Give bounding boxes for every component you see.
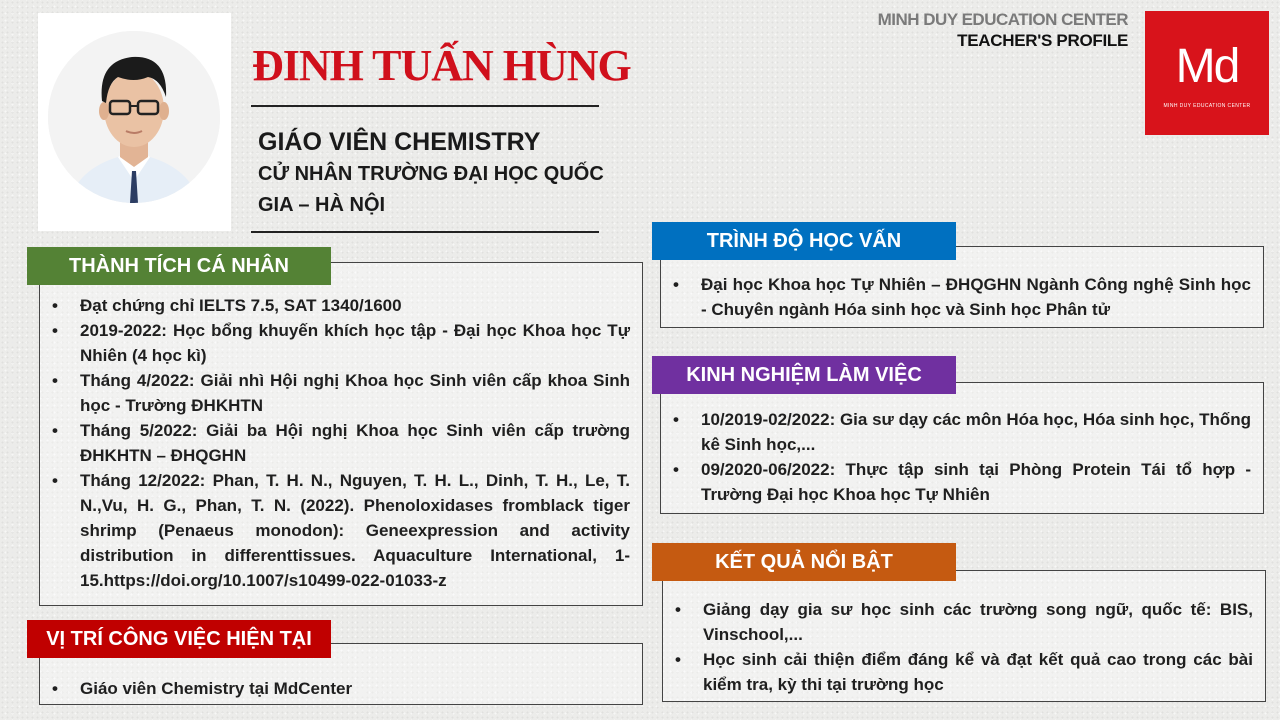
list-item: • Đại học Khoa học Tự Nhiên – ĐHQGHN Ngành Công nghệ Sinh học - Chuyên ngành Hóa sinh học và Sinh học Phân tử — [661, 272, 1251, 322]
current-position-list — [40, 676, 630, 701]
results-heading: KẾT QUẢ NỔI BẬT — [652, 543, 956, 581]
teacher-degree: CỬ NHÂN TRƯỜNG ĐẠI HỌC QUỐC GIA – HÀ NỘI — [258, 163, 604, 216]
results-box — [662, 570, 1266, 702]
achievements-heading: THÀNH TÍCH CÁ NHÂN — [27, 247, 331, 285]
teacher-role: GIÁO VIÊN CHEMISTRY — [258, 128, 541, 156]
experience-heading: KINH NGHIỆM LÀM VIỆC — [652, 356, 956, 394]
list-item: • Tháng 5/2022: Giải ba Hội nghị Khoa học Sinh viên cấp trường ĐHKHTN – ĐHQGHN — [40, 418, 630, 468]
teacher-title-block — [258, 125, 618, 221]
teacher-portrait-image — [48, 31, 220, 203]
center-name: MINH DUY EDUCATION CENTER — [877, 10, 1128, 29]
list-item: • Tháng 12/2022: Phan, T. H. N., Nguyen, T. H. L., Dinh, T. H., Le, T. N.,Vu, H. G., Phan, T. N. (2022). Phenoloxidases fromblack tiger shrimp (Penaeus monodon): Geneexpression and activity distribution in differenttissues. Aquaculture International, 1-15.https://doi.org/10.1007/s10499-022-01033-z — [40, 468, 630, 593]
current-position-heading: VỊ TRÍ CÔNG VIỆC HIỆN TẠI — [27, 620, 331, 658]
title-divider — [251, 231, 599, 233]
profile-subtitle: TEACHER'S PROFILE — [957, 31, 1128, 50]
teacher-photo-card — [38, 13, 231, 231]
teacher-photo — [48, 31, 220, 203]
list-item: • Giáo viên Chemistry tại MdCenter — [40, 676, 630, 701]
list-item: • 2019-2022: Học bổng khuyến khích học tập - Đại học Khoa học Tự Nhiên (4 học kì) — [40, 318, 630, 368]
list-item: • Đạt chứng chỉ IELTS 7.5, SAT 1340/1600 — [40, 293, 630, 318]
md-logo — [1145, 11, 1269, 135]
name-divider — [251, 105, 599, 107]
logo-subtext: MINH DUY EDUCATION CENTER — [1163, 103, 1251, 109]
list-item: • 09/2020-06/2022: Thực tập sinh tại Phòng Protein Tái tổ hợp - Trường Đại học Khoa học Tự Nhiên — [661, 457, 1251, 507]
list-item: • 10/2019-02/2022: Gia sư dạy các môn Hóa học, Hóa sinh học, Thống kê Sinh học,... — [661, 407, 1251, 457]
teacher-name: ĐINH TUẤN HÙNG — [252, 41, 631, 90]
experience-list — [661, 407, 1251, 507]
list-item: • Giảng dạy gia sư học sinh các trường song ngữ, quốc tế: BIS, Vinschool,... — [663, 597, 1253, 647]
achievements-list — [40, 293, 630, 593]
results-list — [663, 597, 1253, 697]
education-heading: TRÌNH ĐỘ HỌC VẤN — [652, 222, 956, 260]
education-list — [661, 272, 1251, 322]
list-item: • Học sinh cải thiện điểm đáng kể và đạt kết quả cao trong các bài kiểm tra, kỳ thi tại trường học — [663, 647, 1253, 697]
list-item: • Tháng 4/2022: Giải nhì Hội nghị Khoa học Sinh viên cấp khoa Sinh học - Trường ĐHKHTN — [40, 368, 630, 418]
achievements-box — [39, 262, 643, 606]
experience-box — [660, 382, 1264, 514]
logo-text: Md — [1175, 40, 1239, 93]
